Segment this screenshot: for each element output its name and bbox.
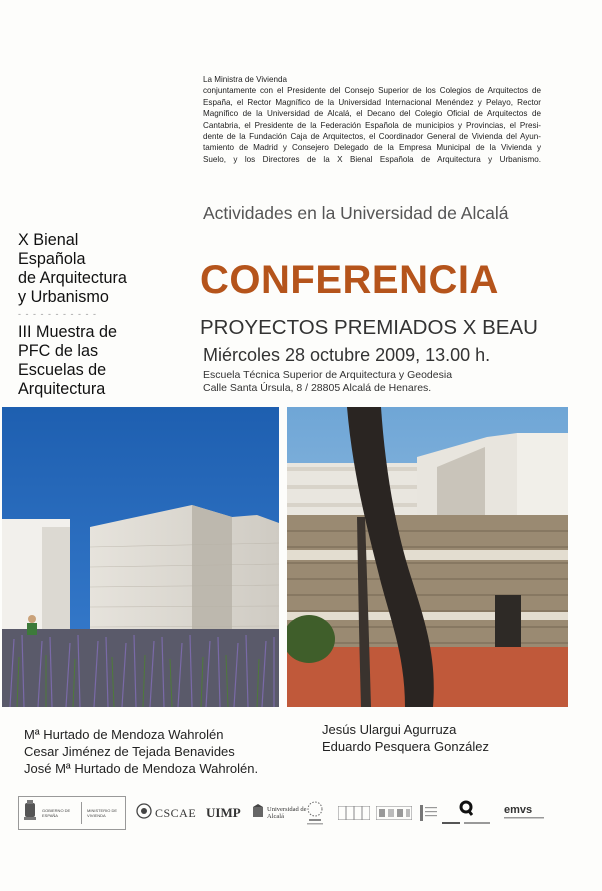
conference-title: CONFERENCIA	[200, 258, 499, 302]
intro-line: Magnífico de la Universidad de Alcalá, el Decano del Colegio Oficial de Arquitectos de	[203, 109, 541, 119]
logo-building-mark	[338, 796, 370, 830]
muestra-line: Arquitectura	[18, 380, 106, 398]
credits-right	[322, 721, 489, 755]
logo-uimp	[206, 796, 241, 830]
muestra-line: PFC de las	[18, 342, 99, 360]
cscae-emblem-icon	[136, 803, 152, 824]
bienal-line: y Urbanismo	[18, 288, 109, 306]
intro-lead: La Ministra de Vivienda	[203, 75, 287, 84]
logo-colegio	[420, 796, 438, 830]
intro-line: Cantabria, el Presidente de la Federación Española de municipios y Provincias, el Presi-	[203, 120, 541, 130]
side-column	[18, 231, 178, 399]
logo-gobierno-ministerio	[18, 796, 126, 830]
credit-name: Cesar Jiménez de Tejada Benavides	[24, 744, 235, 759]
intro-line: España, el Rector Magnífico de la Universidad Internacional Menéndez y Pelayo, Rector	[203, 97, 541, 107]
bienal-line: X Bienal	[18, 231, 79, 249]
logo-cscae	[136, 796, 196, 830]
intro-line: dente de la Fundación Caja de Arquitectos, el Coordinador General de Vivienda del Ayun-	[203, 132, 541, 142]
event-date: Miércoles 28 octubre 2009, 13.00 h.	[203, 345, 491, 365]
intro-line: Suelo, y los Directores de la X Bienal Española de Arquitectura y Urbanismo.	[203, 154, 541, 164]
logo-fundacion	[442, 796, 490, 830]
ministerio-label: MINISTERIO DE VIVIENDA	[87, 808, 118, 818]
photo-white-building	[2, 407, 279, 707]
intro-line: conjuntamente con el Presidente del Consejo Superior de los Colegios de Arquitectos de	[203, 86, 541, 96]
sponsor-logos	[18, 796, 578, 830]
logo-alcala	[252, 796, 307, 830]
bienal-line: Española	[18, 250, 86, 268]
credit-name: Eduardo Pesquera González	[322, 739, 489, 754]
logo-ayuntamiento	[376, 796, 412, 830]
credit-name: Mª Hurtado de Mendoza Wahrolén	[24, 727, 224, 742]
photo-stone-building	[287, 407, 568, 707]
logo-femp	[304, 796, 326, 830]
alcala-seal-icon	[252, 804, 264, 823]
side-separator: - - - - - - - - - - -	[18, 309, 97, 319]
venue-line: Escuela Técnica Superior de Arquitectura y Geodesia	[203, 369, 453, 381]
cscae-label: CSCAE	[155, 805, 197, 820]
intro-line: tamiento de Madrid y Consejero Delegado de la Empresa Municipal de la Vivienda y	[203, 143, 541, 153]
credit-name: Jesús Ulargui Agurruza	[322, 722, 457, 737]
coat-of-arms-icon	[23, 800, 37, 827]
emvs-label: emvs	[504, 804, 533, 816]
bienal-line: de Arquitectura	[18, 269, 127, 287]
uimp-label: UIMP	[206, 805, 241, 820]
venue-address	[203, 369, 452, 395]
projects-subtitle: PROYECTOS PREMIADOS X BEAU	[200, 316, 538, 339]
logo-emvs	[504, 796, 544, 830]
muestra-line: III Muestra de	[18, 323, 117, 341]
activities-heading: Actividades en la Universidad de Alcalá	[203, 203, 509, 223]
alcala-label: Universidad de Alcalá	[267, 806, 307, 820]
fundacion-q-icon	[459, 800, 473, 821]
credit-name: José Mª Hurtado de Mendoza Wahrolén.	[24, 761, 259, 776]
muestra-line: Escuelas de	[18, 361, 107, 379]
venue-line: Calle Santa Úrsula, 8 / 28805 Alcalá de Henares.	[203, 382, 432, 394]
gobierno-label: GOBIERNO DE ESPAÑA	[42, 808, 71, 818]
intro-paragraph	[203, 74, 541, 165]
credits-left	[24, 726, 258, 777]
